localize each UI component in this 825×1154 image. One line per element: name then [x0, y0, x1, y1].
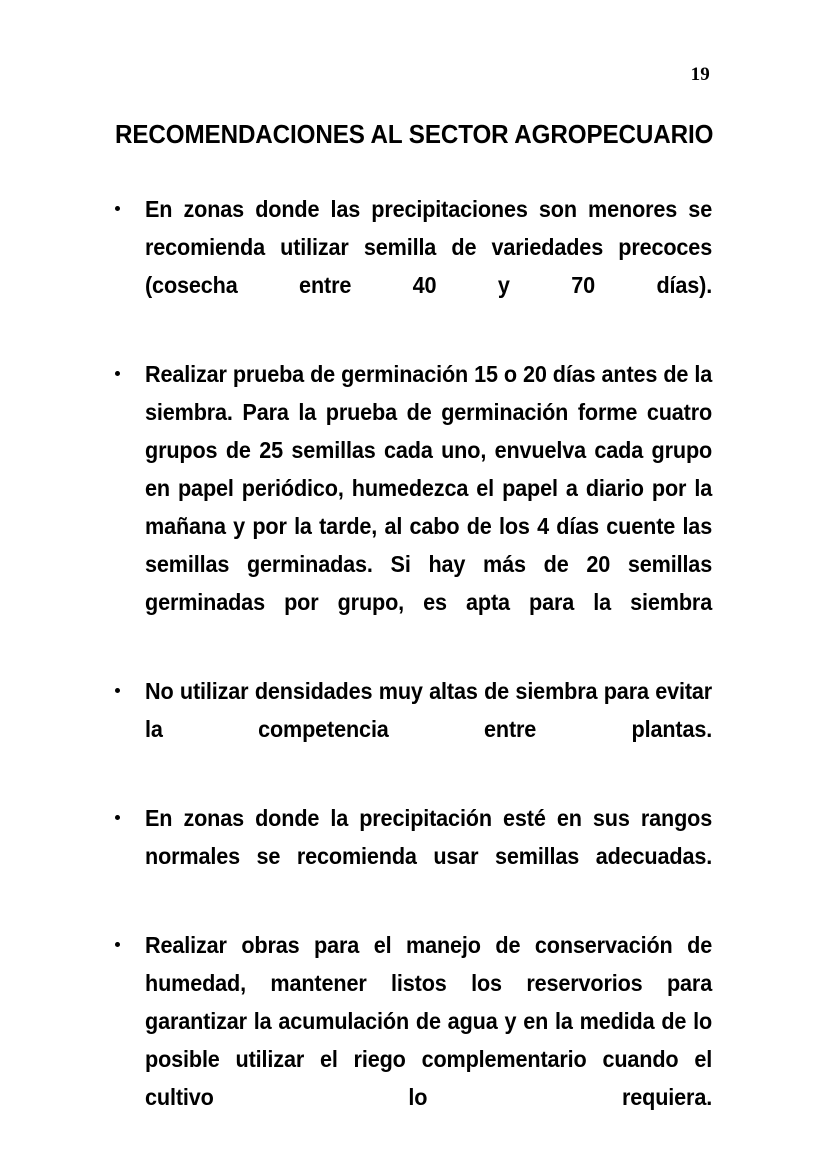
bullet-dot-icon: [115, 688, 120, 693]
list-item: [115, 190, 712, 342]
list-item-text: No utilizar densidades muy altas de siembra para evitar la competencia entre plantas.: [145, 678, 713, 742]
document-content: [115, 118, 712, 1154]
list-item-text: Realizar prueba de germinación 15 o 20 días antes de la siembra. Para la prueba de germinación forme cuatro grupos de 25 semillas cada uno, envuelva cada grupo en papel periódico, humedezca el papel a diario por la mañana y por la tarde, al cabo de los 4 días cuente las semillas germinadas. Si hay más de 20 semillas germinadas por grupo, es apta para la siembra: [145, 361, 713, 615]
page-number: 19: [690, 64, 710, 85]
bullet-dot-icon: [115, 371, 120, 376]
list-item-text: En zonas donde las precipitaciones son menores se recomienda utilizar semilla de variedades precoces (cosecha entre 40 y 70 días).: [145, 196, 713, 298]
bullet-dot-icon: [115, 942, 120, 947]
list-item: [115, 355, 712, 659]
page-title: RECOMENDACIONES AL SECTOR AGROPECUARIO: [115, 119, 714, 149]
list-item-text: Realizar obras para el manejo de conservación de humedad, mantener listos los reservorios para garantizar la acumulación de agua y en la medida de lo posible utilizar el riego complementario cuando el cultivo lo requiera.: [145, 932, 713, 1110]
list-item: [115, 672, 712, 786]
list-item: [115, 926, 712, 1154]
list-item: [115, 799, 712, 913]
bullet-dot-icon: [115, 815, 120, 820]
list-item-text: En zonas donde la precipitación esté en sus rangos normales se recomienda usar semillas adecuadas.: [145, 805, 713, 869]
bullet-dot-icon: [115, 206, 120, 211]
recommendations-list: [115, 190, 712, 1154]
